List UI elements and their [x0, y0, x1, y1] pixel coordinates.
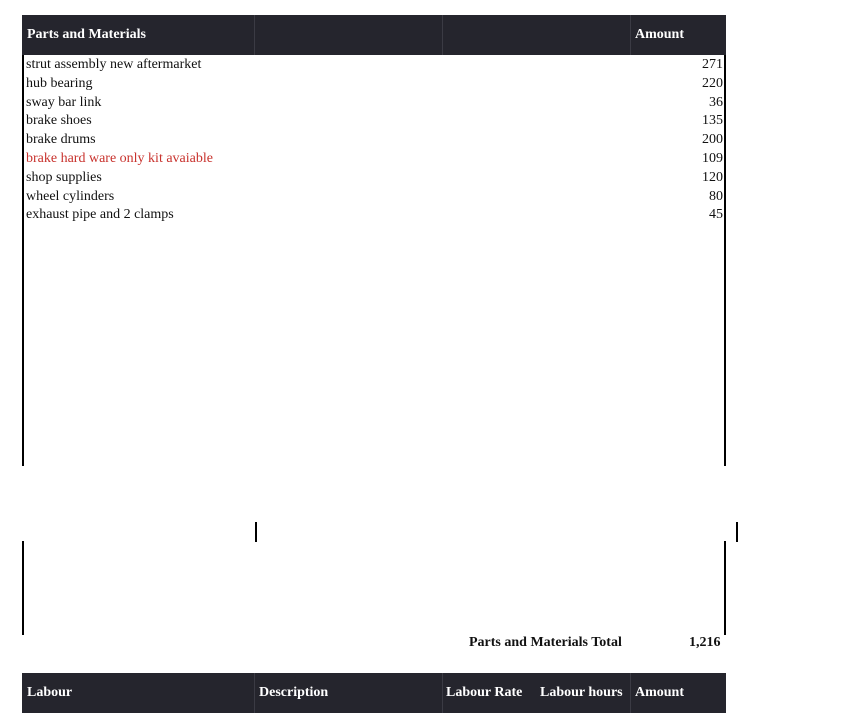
parts-row [26, 111, 723, 130]
parts-row-amount: 36 [709, 94, 723, 110]
parts-row [26, 168, 723, 187]
parts-row [26, 93, 723, 112]
labour-header-rate: Labour Rate [446, 685, 523, 700]
labour-header [22, 673, 726, 713]
lower-right-border [724, 541, 726, 635]
parts-row-amount: 135 [702, 113, 723, 129]
divider-mark [255, 522, 257, 542]
parts-header-amount: Amount [635, 27, 685, 42]
parts-row-amount: 220 [702, 75, 723, 91]
labour-header-hours: Labour hours [540, 685, 623, 700]
parts-header [22, 15, 726, 55]
parts-row [26, 130, 723, 149]
parts-row [26, 187, 723, 206]
parts-row-description: wheel cylinders [26, 188, 115, 204]
parts-row [26, 55, 723, 74]
parts-header-title: Parts and Materials [27, 27, 146, 42]
parts-row-description: brake shoes [26, 113, 92, 129]
divider-mark-right [736, 522, 738, 542]
parts-left-border [22, 55, 24, 466]
parts-total-value: 1,216 [689, 635, 721, 650]
parts-row-description: hub bearing [26, 75, 93, 91]
lower-left-border [22, 541, 24, 635]
parts-row-amount: 271 [702, 57, 723, 72]
labour-header-description: Description [259, 685, 329, 700]
parts-total-label: Parts and Materials Total [469, 635, 622, 650]
parts-row-amount: 120 [702, 169, 723, 185]
parts-row-amount: 80 [709, 188, 723, 204]
parts-row-description: strut assembly new aftermarket [26, 57, 202, 72]
parts-row-description: brake hard ware only kit avaiable [26, 151, 213, 166]
parts-row-amount: 45 [709, 207, 723, 223]
labour-header-labour: Labour [27, 685, 73, 700]
parts-row-description: shop supplies [26, 169, 102, 185]
parts-right-border [724, 55, 726, 466]
parts-row-description: exhaust pipe and 2 clamps [26, 207, 174, 223]
labour-header-amount: Amount [635, 685, 685, 700]
parts-row [26, 149, 723, 168]
parts-row [26, 74, 723, 93]
parts-row-amount: 109 [702, 151, 723, 166]
parts-row [26, 205, 723, 224]
parts-row-amount: 200 [702, 132, 723, 148]
parts-row-description: brake drums [26, 132, 96, 148]
parts-row-description: sway bar link [26, 94, 102, 110]
